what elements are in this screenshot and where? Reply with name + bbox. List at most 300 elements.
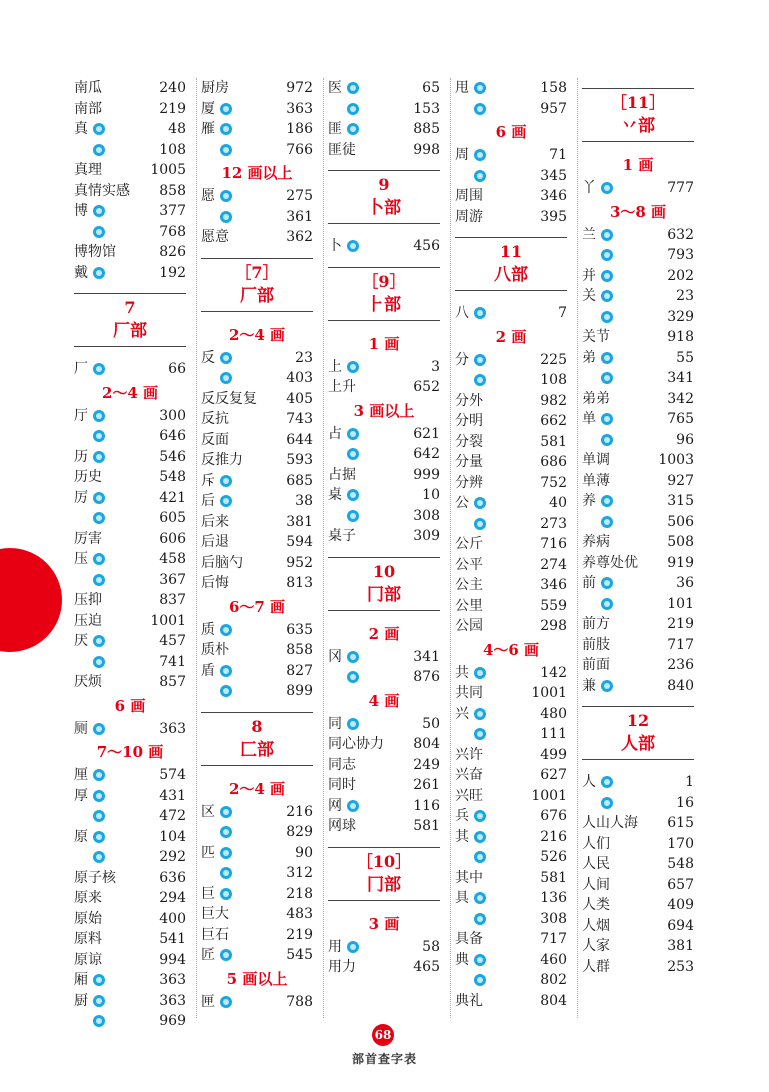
entry-word: 人烟 bbox=[582, 917, 610, 934]
entry-page-number: 480 bbox=[540, 705, 567, 722]
entry-word: 匪 bbox=[328, 121, 342, 138]
index-entry bbox=[201, 822, 313, 843]
entry-word: 斥 bbox=[201, 472, 215, 489]
entry-page-number: 813 bbox=[286, 575, 313, 592]
entry-word: 匣 bbox=[201, 993, 215, 1010]
write-icon bbox=[474, 851, 486, 863]
entry-page-number: 716 bbox=[540, 536, 567, 553]
write-icon bbox=[220, 495, 232, 507]
entry-word: 巨大 bbox=[201, 906, 229, 923]
entry-word: 雁 bbox=[201, 121, 215, 138]
entry-word: 质朴 bbox=[201, 642, 229, 659]
index-entry bbox=[328, 485, 440, 506]
index-entry bbox=[455, 991, 567, 1012]
index-entry bbox=[582, 553, 694, 574]
index-entry bbox=[201, 389, 313, 410]
column-divider bbox=[196, 78, 197, 1018]
entry-page-number: 261 bbox=[413, 777, 440, 794]
recognize-icon bbox=[220, 352, 232, 364]
entry-word: 反推力 bbox=[201, 452, 243, 469]
entry-page-number: 526 bbox=[540, 849, 567, 866]
entry-word: 兼 bbox=[582, 677, 596, 694]
index-entry bbox=[582, 635, 694, 656]
index-column-4 bbox=[455, 78, 567, 1018]
entry-word: 分量 bbox=[455, 454, 483, 471]
entry-word: 兴旺 bbox=[455, 787, 483, 804]
entry-word: 前面 bbox=[582, 657, 610, 674]
radical-name: 冂部 bbox=[367, 584, 401, 605]
index-entry bbox=[74, 672, 186, 693]
recognize-icon bbox=[601, 577, 613, 589]
index-entry bbox=[582, 834, 694, 855]
entry-word: 分辨 bbox=[455, 474, 483, 491]
index-columns bbox=[74, 78, 696, 1030]
index-entry bbox=[455, 145, 567, 166]
index-entry bbox=[74, 181, 186, 202]
red-decorative-circle bbox=[0, 548, 62, 652]
index-entry bbox=[74, 719, 186, 740]
entry-word: 兵 bbox=[455, 808, 469, 825]
entry-word: 养 bbox=[582, 493, 596, 510]
entry-page-number: 36 bbox=[676, 575, 694, 592]
entry-word: 丫 bbox=[582, 180, 596, 197]
entry-page-number: 636 bbox=[159, 869, 186, 886]
radical-heading bbox=[328, 170, 440, 224]
index-column-1 bbox=[74, 78, 186, 1030]
entry-page-number: 506 bbox=[667, 513, 694, 530]
radical-name: 卜部 bbox=[367, 198, 401, 218]
index-entry bbox=[201, 843, 313, 864]
entry-page-number: 826 bbox=[159, 244, 186, 261]
index-entry bbox=[201, 430, 313, 451]
index-entry bbox=[328, 734, 440, 755]
entry-page-number: 216 bbox=[540, 828, 567, 845]
entry-word: 厌 bbox=[74, 633, 88, 650]
index-entry bbox=[455, 575, 567, 596]
entry-page-number: 581 bbox=[540, 869, 567, 886]
index-entry bbox=[582, 614, 694, 635]
entry-word: 公斤 bbox=[455, 536, 483, 553]
index-entry bbox=[74, 242, 186, 263]
index-entry bbox=[582, 793, 694, 814]
write-icon bbox=[601, 516, 613, 528]
index-entry bbox=[74, 447, 186, 468]
recognize-icon bbox=[474, 892, 486, 904]
index-entry bbox=[455, 303, 567, 324]
write-icon bbox=[220, 888, 232, 900]
entry-page-number: 829 bbox=[286, 824, 313, 841]
entry-word: 历史 bbox=[74, 469, 102, 486]
entry-word: 压 bbox=[74, 551, 88, 568]
entry-word: 分外 bbox=[455, 392, 483, 409]
radical-number: ［10］ bbox=[356, 851, 412, 871]
index-entry bbox=[582, 772, 694, 793]
entry-word: 医 bbox=[328, 80, 342, 97]
stroke-count-heading: 2～4 画 bbox=[228, 779, 286, 798]
column-divider bbox=[577, 78, 578, 1018]
index-entry bbox=[74, 78, 186, 99]
entry-word: 厨 bbox=[74, 992, 88, 1009]
index-entry bbox=[582, 389, 694, 410]
entry-page-number: 192 bbox=[159, 264, 186, 281]
recognize-icon bbox=[347, 651, 359, 663]
entry-page-number: 827 bbox=[286, 662, 313, 679]
index-entry bbox=[582, 225, 694, 246]
entry-page-number: 858 bbox=[286, 642, 313, 659]
entry-word: 甩 bbox=[455, 80, 469, 97]
radical-number: 10 bbox=[372, 561, 396, 581]
entry-word: 上升 bbox=[328, 379, 356, 396]
index-entry bbox=[74, 765, 186, 786]
entry-page-number: 158 bbox=[540, 80, 567, 97]
index-entry bbox=[328, 357, 440, 378]
index-entry bbox=[455, 78, 567, 99]
entry-word: 南部 bbox=[74, 100, 102, 117]
entry-page-number: 545 bbox=[286, 947, 313, 964]
entry-word: 匠 bbox=[201, 947, 215, 964]
entry-page-number: 927 bbox=[667, 472, 694, 489]
index-entry bbox=[455, 596, 567, 617]
index-entry bbox=[455, 473, 567, 494]
recognize-icon bbox=[474, 82, 486, 94]
entry-word: 反抗 bbox=[201, 411, 229, 428]
index-entry bbox=[455, 704, 567, 725]
recognize-icon bbox=[93, 205, 105, 217]
entry-word: 历 bbox=[74, 448, 88, 465]
entry-page-number: 403 bbox=[286, 370, 313, 387]
entry-page-number: 341 bbox=[413, 648, 440, 665]
entry-page-number: 216 bbox=[286, 803, 313, 820]
entry-word: 八 bbox=[455, 305, 469, 322]
entry-page-number: 50 bbox=[422, 715, 440, 732]
index-entry bbox=[582, 957, 694, 978]
entry-page-number: 253 bbox=[667, 958, 694, 975]
entry-page-number: 465 bbox=[413, 959, 440, 976]
radical-name: 冂部 bbox=[367, 874, 401, 895]
index-entry bbox=[582, 532, 694, 553]
write-icon bbox=[347, 941, 359, 953]
entry-word: 兴奋 bbox=[455, 767, 483, 784]
write-icon bbox=[220, 949, 232, 961]
index-entry bbox=[201, 802, 313, 823]
write-icon bbox=[93, 226, 105, 238]
entry-page-number: 329 bbox=[667, 308, 694, 325]
entry-page-number: 1005 bbox=[150, 162, 186, 179]
radical-number: ［7］ bbox=[235, 262, 279, 282]
entry-page-number: 308 bbox=[413, 507, 440, 524]
recognize-icon bbox=[474, 497, 486, 509]
index-entry bbox=[455, 555, 567, 576]
index-entry bbox=[74, 99, 186, 120]
entry-page-number: 275 bbox=[286, 188, 313, 205]
index-entry bbox=[582, 471, 694, 492]
entry-word: 弟 bbox=[582, 349, 596, 366]
stroke-count-heading: 7～10 画 bbox=[96, 743, 164, 761]
entry-word: 原谅 bbox=[74, 951, 102, 968]
index-entry bbox=[201, 661, 313, 682]
index-entry bbox=[455, 888, 567, 909]
write-icon bbox=[601, 270, 613, 282]
entry-page-number: 605 bbox=[159, 510, 186, 527]
entry-word: 人 bbox=[582, 774, 596, 791]
entry-word: 养病 bbox=[582, 534, 610, 551]
entry-word: 反面 bbox=[201, 431, 229, 448]
entry-page-number: 777 bbox=[667, 180, 694, 197]
entry-word: 戴 bbox=[74, 264, 88, 281]
index-entry bbox=[582, 573, 694, 594]
index-entry bbox=[455, 186, 567, 207]
radical-name: 人部 bbox=[621, 734, 655, 754]
entry-page-number: 48 bbox=[168, 121, 186, 138]
entry-page-number: 766 bbox=[286, 141, 313, 158]
entry-word: 厚 bbox=[74, 787, 88, 804]
index-entry bbox=[74, 406, 186, 427]
entry-page-number: 116 bbox=[413, 797, 440, 814]
entry-page-number: 919 bbox=[667, 554, 694, 571]
entry-word: 关节 bbox=[582, 329, 610, 346]
stroke-count-heading: 1 画 bbox=[368, 334, 400, 353]
index-entry bbox=[582, 813, 694, 834]
entry-word: 具 bbox=[455, 890, 469, 907]
entry-word: 后 bbox=[201, 493, 215, 510]
index-entry bbox=[201, 119, 313, 140]
entry-word: 后脑勺 bbox=[201, 554, 243, 571]
index-entry bbox=[455, 534, 567, 555]
entry-page-number: 186 bbox=[286, 121, 313, 138]
index-entry bbox=[455, 452, 567, 473]
entry-page-number: 499 bbox=[540, 746, 567, 763]
index-entry bbox=[74, 970, 186, 991]
index-entry bbox=[74, 631, 186, 652]
index-entry bbox=[74, 991, 186, 1012]
index-entry bbox=[455, 929, 567, 950]
index-entry bbox=[455, 683, 567, 704]
entry-word: 并 bbox=[582, 267, 596, 284]
entry-page-number: 16 bbox=[676, 794, 694, 811]
entry-page-number: 274 bbox=[540, 556, 567, 573]
write-icon bbox=[474, 374, 486, 386]
radical-name: 八部 bbox=[494, 265, 528, 285]
radical-heading bbox=[201, 258, 313, 312]
entry-page-number: 548 bbox=[159, 469, 186, 486]
entry-page-number: 457 bbox=[159, 633, 186, 650]
entry-page-number: 541 bbox=[159, 931, 186, 948]
index-entry bbox=[328, 465, 440, 486]
entry-word: 厌烦 bbox=[74, 674, 102, 691]
entry-word: 桌 bbox=[328, 487, 342, 504]
entry-word: 人们 bbox=[582, 835, 610, 852]
entry-word: 公里 bbox=[455, 597, 483, 614]
entry-word: 南瓜 bbox=[74, 80, 102, 97]
column-divider bbox=[323, 78, 324, 1018]
entry-page-number: 409 bbox=[667, 897, 694, 914]
entry-page-number: 788 bbox=[286, 993, 313, 1010]
index-entry bbox=[328, 444, 440, 465]
entry-word: 共 bbox=[455, 664, 469, 681]
entry-page-number: 96 bbox=[676, 431, 694, 448]
entry-page-number: 294 bbox=[159, 890, 186, 907]
index-entry bbox=[455, 663, 567, 684]
write-icon bbox=[474, 667, 486, 679]
index-entry bbox=[328, 816, 440, 837]
entry-word: 共同 bbox=[455, 685, 483, 702]
entry-page-number: 71 bbox=[549, 147, 567, 164]
recognize-icon bbox=[347, 82, 359, 94]
entry-page-number: 300 bbox=[159, 407, 186, 424]
entry-word: 博 bbox=[74, 203, 88, 220]
index-entry bbox=[455, 514, 567, 535]
entry-page-number: 308 bbox=[540, 910, 567, 927]
entry-word: 桌子 bbox=[328, 528, 356, 545]
entry-page-number: 363 bbox=[159, 972, 186, 989]
entry-page-number: 240 bbox=[159, 80, 186, 97]
index-entry bbox=[455, 765, 567, 786]
entry-word: 用力 bbox=[328, 959, 356, 976]
entry-word: 具备 bbox=[455, 931, 483, 948]
write-icon bbox=[220, 372, 232, 384]
index-entry bbox=[582, 854, 694, 875]
index-entry bbox=[201, 186, 313, 207]
index-entry bbox=[201, 512, 313, 533]
entry-word: 人家 bbox=[582, 938, 610, 955]
stroke-count-heading: 2 画 bbox=[495, 327, 527, 346]
recognize-icon bbox=[474, 954, 486, 966]
index-entry bbox=[201, 491, 313, 512]
entry-page-number: 219 bbox=[667, 616, 694, 633]
index-entry bbox=[74, 806, 186, 827]
entry-word: 质 bbox=[201, 621, 215, 638]
index-entry bbox=[455, 950, 567, 971]
entry-page-number: 998 bbox=[413, 141, 440, 158]
recognize-icon bbox=[220, 847, 232, 859]
write-icon bbox=[347, 510, 359, 522]
write-icon bbox=[93, 430, 105, 442]
entry-page-number: 581 bbox=[540, 433, 567, 450]
index-entry bbox=[582, 936, 694, 957]
entry-page-number: 837 bbox=[159, 592, 186, 609]
stroke-count-heading: 2 画 bbox=[368, 624, 400, 643]
index-entry bbox=[455, 970, 567, 991]
entry-page-number: 458 bbox=[159, 551, 186, 568]
index-entry bbox=[201, 532, 313, 553]
entry-word: 盾 bbox=[201, 662, 215, 679]
index-entry bbox=[201, 553, 313, 574]
entry-word: 真 bbox=[74, 121, 88, 138]
entry-page-number: 219 bbox=[159, 100, 186, 117]
entry-word: 其 bbox=[455, 828, 469, 845]
index-entry bbox=[201, 904, 313, 925]
index-entry bbox=[201, 409, 313, 430]
radical-number: ［11］ bbox=[610, 93, 666, 112]
radical-number: 9 bbox=[378, 175, 390, 194]
write-icon bbox=[93, 1015, 105, 1027]
entry-page-number: 298 bbox=[540, 618, 567, 635]
write-icon bbox=[93, 363, 105, 375]
entry-page-number: 3 bbox=[431, 358, 440, 375]
entry-word: 分 bbox=[455, 351, 469, 368]
radical-heading bbox=[328, 557, 440, 611]
index-entry bbox=[74, 1011, 186, 1032]
write-icon bbox=[220, 996, 232, 1008]
entry-page-number: 363 bbox=[286, 100, 313, 117]
entry-page-number: 657 bbox=[667, 876, 694, 893]
entry-word: 典礼 bbox=[455, 992, 483, 1009]
recognize-icon bbox=[601, 680, 613, 692]
index-entry bbox=[455, 724, 567, 745]
entry-word: 同 bbox=[328, 715, 342, 732]
entry-page-number: 999 bbox=[413, 466, 440, 483]
radical-number: 8 bbox=[251, 716, 263, 736]
entry-page-number: 559 bbox=[540, 597, 567, 614]
entry-word: 兰 bbox=[582, 226, 596, 243]
entry-page-number: 1001 bbox=[150, 612, 186, 629]
entry-page-number: 876 bbox=[413, 669, 440, 686]
index-entry bbox=[74, 652, 186, 673]
entry-word: 周游 bbox=[455, 208, 483, 225]
entry-word: 公主 bbox=[455, 577, 483, 594]
entry-page-number: 10 bbox=[422, 487, 440, 504]
entry-word: 兴许 bbox=[455, 746, 483, 763]
recognize-icon bbox=[474, 149, 486, 161]
index-entry bbox=[328, 119, 440, 140]
index-entry bbox=[201, 471, 313, 492]
entry-page-number: 508 bbox=[667, 534, 694, 551]
entry-word: 网球 bbox=[328, 818, 356, 835]
entry-page-number: 957 bbox=[540, 100, 567, 117]
index-entry bbox=[455, 166, 567, 187]
index-entry bbox=[582, 916, 694, 937]
entry-word: 人间 bbox=[582, 876, 610, 893]
write-icon bbox=[347, 103, 359, 115]
entry-word: 人山人海 bbox=[582, 815, 638, 832]
write-icon bbox=[474, 810, 486, 822]
index-entry bbox=[74, 160, 186, 181]
index-entry bbox=[455, 99, 567, 120]
entry-page-number: 918 bbox=[667, 329, 694, 346]
index-entry bbox=[201, 227, 313, 248]
entry-word: 反反复复 bbox=[201, 390, 257, 407]
entry-word: 人民 bbox=[582, 856, 610, 873]
index-entry bbox=[74, 590, 186, 611]
entry-word: 分裂 bbox=[455, 433, 483, 450]
index-entry bbox=[328, 937, 440, 958]
entry-page-number: 456 bbox=[413, 238, 440, 255]
index-entry bbox=[582, 676, 694, 697]
entry-page-number: 346 bbox=[540, 577, 567, 594]
entry-page-number: 292 bbox=[159, 849, 186, 866]
entry-word: 周 bbox=[455, 147, 469, 164]
entry-page-number: 768 bbox=[159, 223, 186, 240]
entry-page-number: 23 bbox=[676, 288, 694, 305]
entry-word: 厘 bbox=[74, 767, 88, 784]
recognize-icon bbox=[93, 974, 105, 986]
recognize-icon bbox=[93, 123, 105, 135]
recognize-icon bbox=[220, 190, 232, 202]
index-entry bbox=[582, 286, 694, 307]
write-icon bbox=[601, 598, 613, 610]
index-entry bbox=[455, 350, 567, 371]
write-icon bbox=[220, 144, 232, 156]
index-entry bbox=[582, 307, 694, 328]
write-icon bbox=[93, 656, 105, 668]
index-entry bbox=[328, 377, 440, 398]
radical-heading bbox=[328, 267, 440, 321]
entry-page-number: 1 bbox=[685, 774, 694, 791]
index-entry bbox=[201, 620, 313, 641]
index-entry bbox=[74, 549, 186, 570]
radical-heading bbox=[582, 706, 694, 760]
write-icon bbox=[220, 211, 232, 223]
